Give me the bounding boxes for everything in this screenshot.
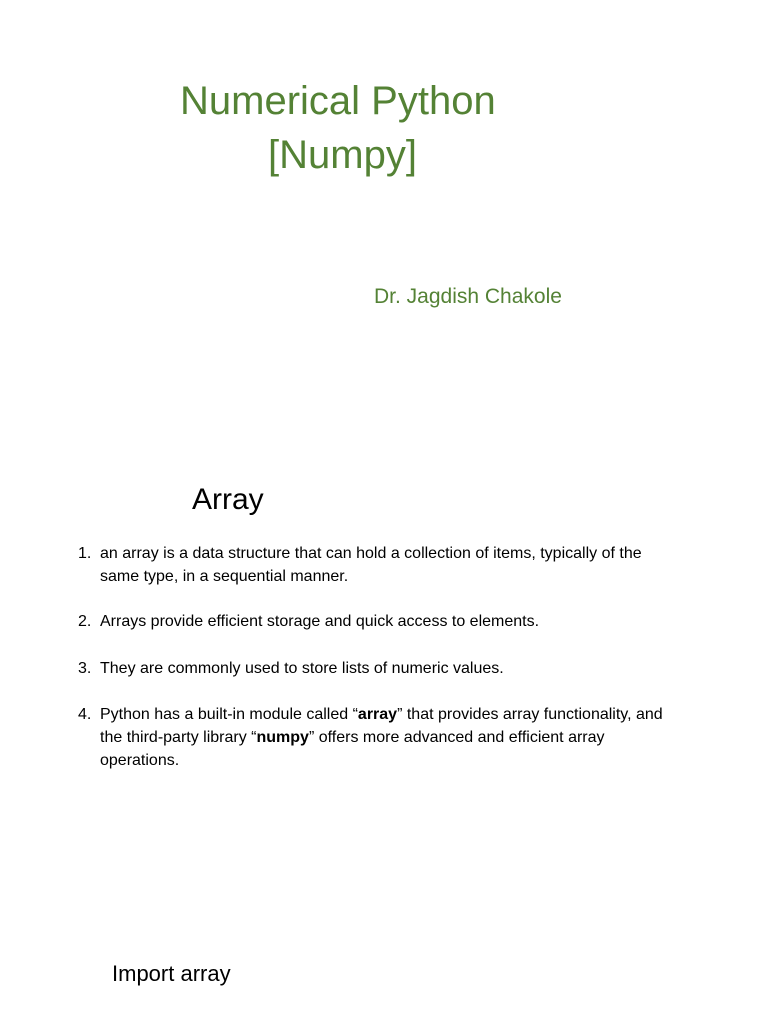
list-item-number: 4.	[78, 706, 92, 723]
list-item-number: 1.	[78, 545, 92, 562]
author-name: Dr. Jagdish Chakole	[374, 285, 562, 308]
text-segment: ” that provides array functionality, and the third-party library “	[100, 706, 663, 746]
import-array-label: Import array	[112, 961, 231, 986]
title-slide	[0, 0, 768, 432]
list-item-text: They are commonly used to store lists of numeric values.	[100, 660, 504, 677]
bold-keyword-numpy: numpy	[256, 729, 309, 746]
list-item-text	[100, 703, 680, 772]
import-slide	[0, 864, 768, 1024]
text-segment: Python has a built-in module called “	[100, 706, 358, 723]
list-item-number: 3.	[78, 660, 92, 677]
title-line-2: [Numpy]	[268, 133, 417, 177]
array-slide	[0, 432, 768, 864]
title-line-1: Numerical Python	[180, 79, 496, 123]
bold-keyword-array: array	[357, 706, 398, 723]
slide-heading: Array	[192, 483, 264, 516]
text-segment: ” offers more advanced and efficient array operations.	[100, 729, 605, 769]
list-item-text: Arrays provide efficient storage and quick access to elements.	[100, 613, 540, 630]
list-item-text: an array is a data structure that can hold a collection of items, typically of the same type, in a sequential manner.	[100, 545, 642, 585]
list-item-number: 2.	[78, 613, 92, 630]
